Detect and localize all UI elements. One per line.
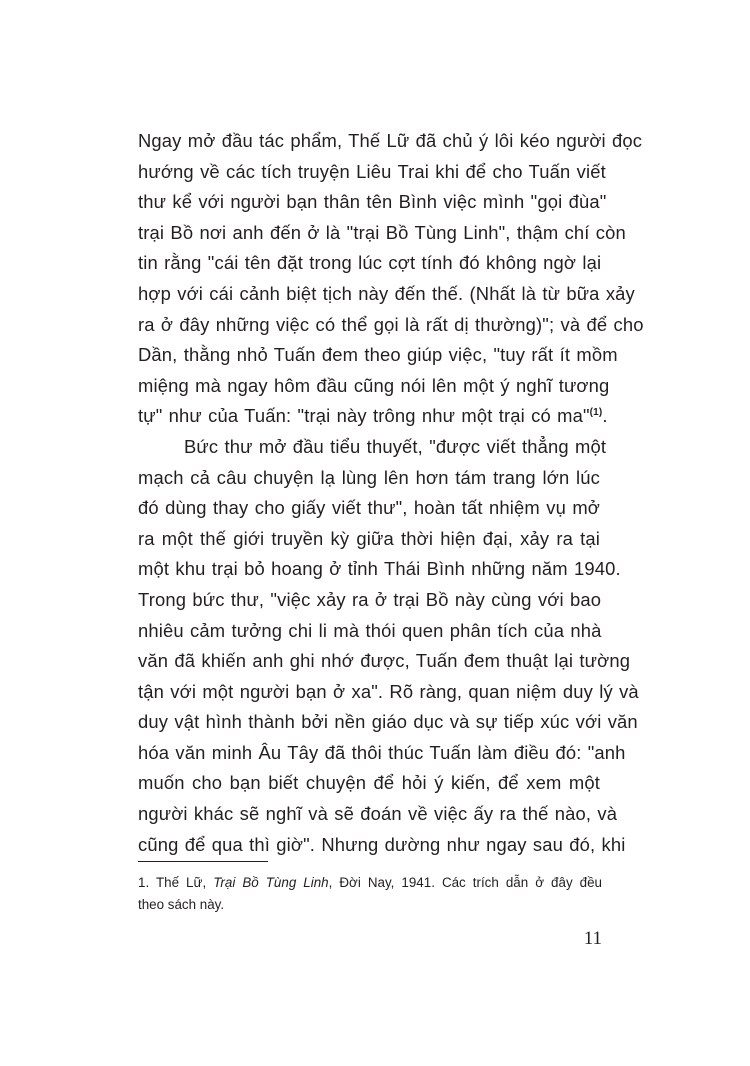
text-line: đó dùng thay cho giấy viết thư", hoàn tất nhiệm vụ mở <box>138 497 600 519</box>
text-line: trại Bồ nơi anh đến ở là "trại Bồ Tùng Linh", thậm chí còn <box>138 221 626 243</box>
body-text <box>138 126 644 860</box>
footnote <box>138 872 602 916</box>
sentence-end: . <box>602 405 608 427</box>
text-line: Ngay mở đầu tác phẩm, Thế Lữ đã chủ ý lôi kéo người đọc <box>138 130 643 151</box>
footnote-book-title: Trại Bồ Tùng Linh <box>213 875 329 890</box>
text-line-content: tự" như của Tuấn: "trại này trông như một trại có ma" <box>138 405 590 427</box>
text-line: duy vật hình thành bởi nền giáo dục và sự tiếp xúc với văn <box>138 711 638 733</box>
text-line-indented: Bức thư mở đầu tiểu thuyết, "được viết thẳng một <box>184 435 607 457</box>
text-line: hướng về các tích truyện Liêu Trai khi để cho Tuấn viết <box>138 160 606 182</box>
footnote-divider <box>138 861 268 862</box>
paragraph-1 <box>138 126 644 432</box>
text-line: văn đã khiến anh ghi nhớ được, Tuấn đem thuật lại tường <box>138 650 631 672</box>
text-line: nhiêu cảm tưởng chi li mà thói quen phân tích của nhà <box>138 619 602 641</box>
footnote-prefix: 1. Thế Lữ, <box>138 875 214 890</box>
text-line: người khác sẽ nghĩ và sẽ đoán về việc ấy ra thế nào, và <box>138 803 618 825</box>
text-line: Trong bức thư, "việc xảy ra ở trại Bồ này cùng với bao <box>138 588 602 610</box>
footnote-source: , Đời Nay, 1941. Các trích dẫn ở đây đều <box>328 875 603 890</box>
footnote-line-last: theo sách này. <box>138 897 225 912</box>
text-line: ra ở đây những việc có thể gọi là rất dị thường)"; và để cho <box>138 313 644 335</box>
text-line: hợp với cái cảnh biệt tịch này đến thế. (Nhất là từ bữa xảy <box>138 282 635 304</box>
footnote-reference: (1) <box>589 407 603 419</box>
text-line: một khu trại bỏ hoang ở tỉnh Thái Bình những năm 1940. <box>138 558 621 580</box>
text-line: hóa văn minh Âu Tây đã thôi thúc Tuấn làm điều đó: "anh <box>138 741 626 763</box>
footnote-line <box>138 872 602 894</box>
text-line: cũng để qua thì giờ". Nhưng dường như ngay sau đó, khi <box>138 833 626 855</box>
text-line: muốn cho bạn biết chuyện để hỏi ý kiến, để xem một <box>138 772 600 794</box>
text-line: Dần, thằng nhỏ Tuấn đem theo giúp việc, "tuy rất ít mồm <box>138 344 618 366</box>
text-line: tin rằng "cái tên đặt trong lúc cợt tính đó không ngờ lại <box>138 252 602 274</box>
paragraph-2 <box>138 432 639 860</box>
text-line: miệng mà ngay hôm đầu cũng nói lên một ý nghĩ tương <box>138 374 610 396</box>
text-line: mạch cả câu chuyện lạ lùng lên hơn tám trang lớn lúc <box>138 466 600 488</box>
page-number: 11 <box>583 928 602 949</box>
text-line: thư kể với người bạn thân tên Bình việc mình "gọi đùa" <box>138 191 607 213</box>
text-line: tận với một người bạn ở xa". Rõ ràng, quan niệm duy lý và <box>138 680 639 702</box>
text-line: ra một thế giới truyền kỳ giữa thời hiện đại, xảy ra tại <box>138 527 600 549</box>
text-line-last <box>138 401 608 432</box>
